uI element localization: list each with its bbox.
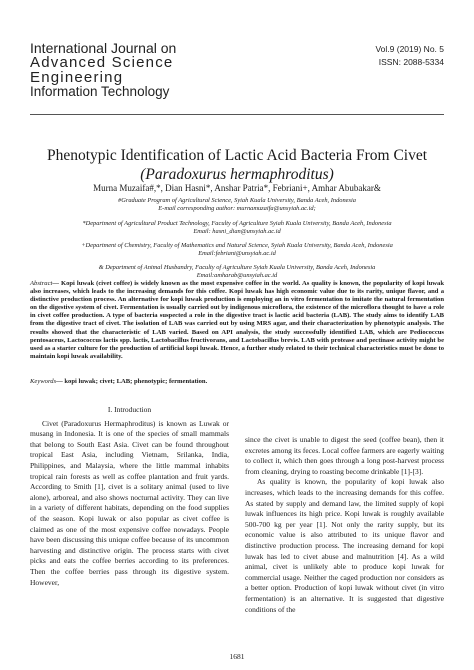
affiliation-email: Email:febriani@unsyiah.ac.id: [198, 250, 276, 258]
affiliation: [30, 264, 444, 280]
page-number: 1681: [229, 652, 245, 661]
header-divider: [30, 114, 444, 115]
volume-info: Vol.9 (2019) No. 5: [375, 44, 444, 54]
abstract-label: Abstract: [30, 280, 53, 287]
section-heading: I. Introduction: [107, 405, 152, 414]
left-column: [30, 405, 229, 588]
affiliation-email: E-mail corresponding author: murnamuzaifa@unsyiah.ac.id;: [158, 205, 316, 213]
title-line: Phenotypic Identification of Lactic Acid Bacteria From Civet: [46, 147, 428, 164]
journal-name-line: International Journal on: [30, 40, 177, 56]
affiliation-line: +Department of Chemistry, Faculty of Mathematics and Natural Science, Syiah Kuala University, Banda Aceh, Indonesia: [81, 242, 393, 249]
paragraph: since the civet is unable to digest the seed (coffee bean), then it excretes among its feces. Local coffee farmers are eagerly waiting to collect it, which then goes through a long post-harvest process from cleaning, drying to roasting become drinkable [1]-[3].: [245, 435, 444, 476]
keywords-text: — kopi luwak; civet; LAB; phenotypic; fermentation.: [56, 378, 208, 385]
affiliation: [30, 242, 444, 258]
affiliation-email: Email: hasni_dian@unsyiah.ac.id: [193, 228, 281, 236]
paragraph: As quality is known, the popularity of kopi luwak also increases, which leads to the increasing demands for this coffee. As stated by supply and demand law, the limited supply of kopi luwak influences its high price. Kopi luwak is roughly available 500-700 kg per year [1]. Not only the rarity supply, but its economic value is also attributed to its unique flavor and distinctive production process. The increasing demand for kopi luwak has led to civet abuse and malnutrition [4]. As a wild animal, civet is unlikely able to produce kopi luwak for commercial usage. Neither the caged production nor considers as a better option. Production of kopi luwak without civet (in vitro fermentation) is an alternative. It is suggested that digestive conditions of the: [245, 477, 444, 614]
journal-name-line: Information Technology: [30, 84, 170, 99]
keywords-label: Keywords: [30, 378, 57, 385]
paragraph: Civet (Paradoxurus Hermaphroditus) is known as Luwak or musang in Indonesia. It is one of the species of small mammals that belong to South East Asia. Civet can be found throughout tropical East Asia, including Vietnam, Srilanka, India, Philippines, and Malaysia, where the little mammal inhabits tropical rain forests as well as coffee plantation and fruit yards. According to Smith [1], civet is a solitary animal (used to live alone), arboreal, and also shows nocturnal activity. They can live in a variety of different habitats, depending on the food supplies of the season. Kopi luwak or also popular as civet coffee is claimed as one of the most expensive coffee nowadays. People have been discussing this unique coffee because of its uncommon harvesting and distinctive origin. The process starts with civet picks and eats the coffee berries according to its preferences. Then the coffee berries pass through its digestive system. However,: [30, 418, 229, 587]
journal-name-line: Engineering: [30, 69, 124, 86]
journal-name: [30, 41, 230, 99]
abstract-text: — Kopi luwak (civet coffee) is widely known as the most expensive coffee in the world. As quality is known, the popularity of kopi luwak also increases, which leads to the increasing demands for this coffee. Kopi luwak has high economic value due to its rarity, unique flavor, and a distinctive production process. An alternative for kopi luwak production is employing an in vitro fermentation to imitate the natural fermentation on the digestive system of civet. Fermentation is usually carried out by indigenous microflora, the existence of the microflora thought to have a role in civet coffee production. A type of bacteria suspected a role in the digestive tract is lactic acid bacteria (LAB). The study aims to identify LAB from the digestive tract of civet. The isolation of LAB was carried out by using MRS agar, and their characterization by phenotypic analysis. The results showed that the characteristic of LAB varied. Based on API analysis, the study successfully identified LAB, which are Pediococcus pentosaceus, Lactococcus lactis spp. lactis, Lactobacillus fructivorans, and Lactobacillus brevis. LAB with protease and pectinase activity might be used as a starter culture for the production of artificial kopi luwak. Hence, a further study related to their technical characteristics must be done to maintain kopi luwak availability.: [30, 280, 444, 360]
right-column: [245, 435, 444, 615]
issn-info: ISSN: 2088-5334: [378, 57, 444, 67]
journal-meta: [375, 43, 444, 69]
affiliation-email: Email:amharab@unsyiah.ac.id: [196, 272, 278, 280]
affiliation-line: & Department of Animal Husbandry, Faculty of Agriculture Syiah Kuala University, Banda Aceh, Indonesia: [98, 264, 376, 271]
title-line-species: (Paradoxurus hermaphroditus): [140, 166, 334, 183]
affiliation: [30, 220, 444, 236]
affiliation-line: *Department of Agricultural Product Technology, Faculty of Agriculture Syiah Kuala University, Banda Aceh, Indonesia: [82, 220, 392, 227]
author-list: Murna Muzaifa#,*, Dian Hasni*, Anshar Patria*, Febriani+, Amhar Abubakar&: [93, 183, 381, 193]
keywords: [30, 378, 444, 386]
journal-name-line: Advanced Science: [30, 54, 174, 71]
affiliation: [30, 197, 444, 213]
affiliation-line: #Graduate Program of Agricultural Science, Syiah Kuala University, Banda Aceh, Indonesia: [118, 197, 356, 204]
paper-title: [20, 146, 454, 184]
abstract: [30, 280, 444, 361]
